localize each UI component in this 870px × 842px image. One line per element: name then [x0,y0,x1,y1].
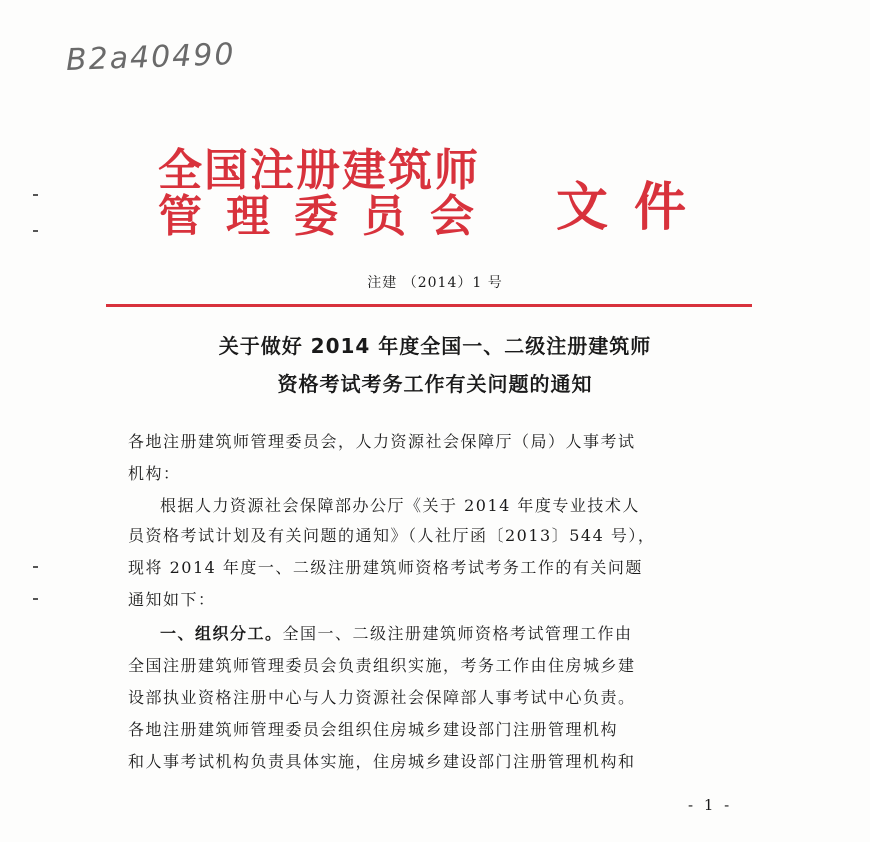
paragraph-line: 员资格考试计划及有关问题的通知》（人社厅函〔2013〕544 号）， [128,526,656,545]
section-line: 全国注册建筑师管理委员会负责组织实施，考务工作由住房城乡建 [128,656,636,675]
issuing-org-line1: 全国注册建筑师 [158,145,480,196]
paragraph-line: 根据人力资源社会保障部办公厅《关于 2014 年度专业技术人 [160,496,640,515]
addressee-line2: 机构： [128,464,181,483]
section-line: 设部执业资格注册中心与人力资源社会保障部人事考试中心负责。 [128,688,636,707]
paragraph-line: 现将 2014 年度一、二级注册建筑师资格考试考务工作的有关问题 [128,558,643,577]
scan-mark [33,598,38,600]
red-divider-line [106,304,752,307]
document-number: 注建 （2014）1 号 [367,275,503,291]
section-line: 各地注册建筑师管理委员会组织住房城乡建设部门注册管理机构 [128,720,619,739]
issuing-org-line2: 管理委员会 [158,191,498,242]
document-word: 文件 [556,178,713,238]
section-heading: 一、组织分工。 [160,624,283,643]
scan-mark [33,566,38,568]
section-line [160,618,754,650]
section-text: 全国一、二级注册建筑师资格考试管理工作由 [282,624,633,643]
notice-title-line2: 资格考试考务工作有关问题的通知 [277,372,593,396]
scan-mark [33,194,38,196]
notice-title-line1: 关于做好 2014 年度全国一、二级注册建筑师 [218,334,652,358]
section-line: 和人事考试机构负责具体实施，住房城乡建设部门注册管理机构和 [128,752,636,771]
scan-mark [33,230,38,232]
handwritten-code: B2a40490 [65,37,237,78]
addressee-line1: 各地注册建筑师管理委员会，人力资源社会保障厅（局）人事考试 [128,432,636,451]
page-number: - 1 - [688,796,733,814]
paragraph-line: 通知如下： [128,590,216,609]
